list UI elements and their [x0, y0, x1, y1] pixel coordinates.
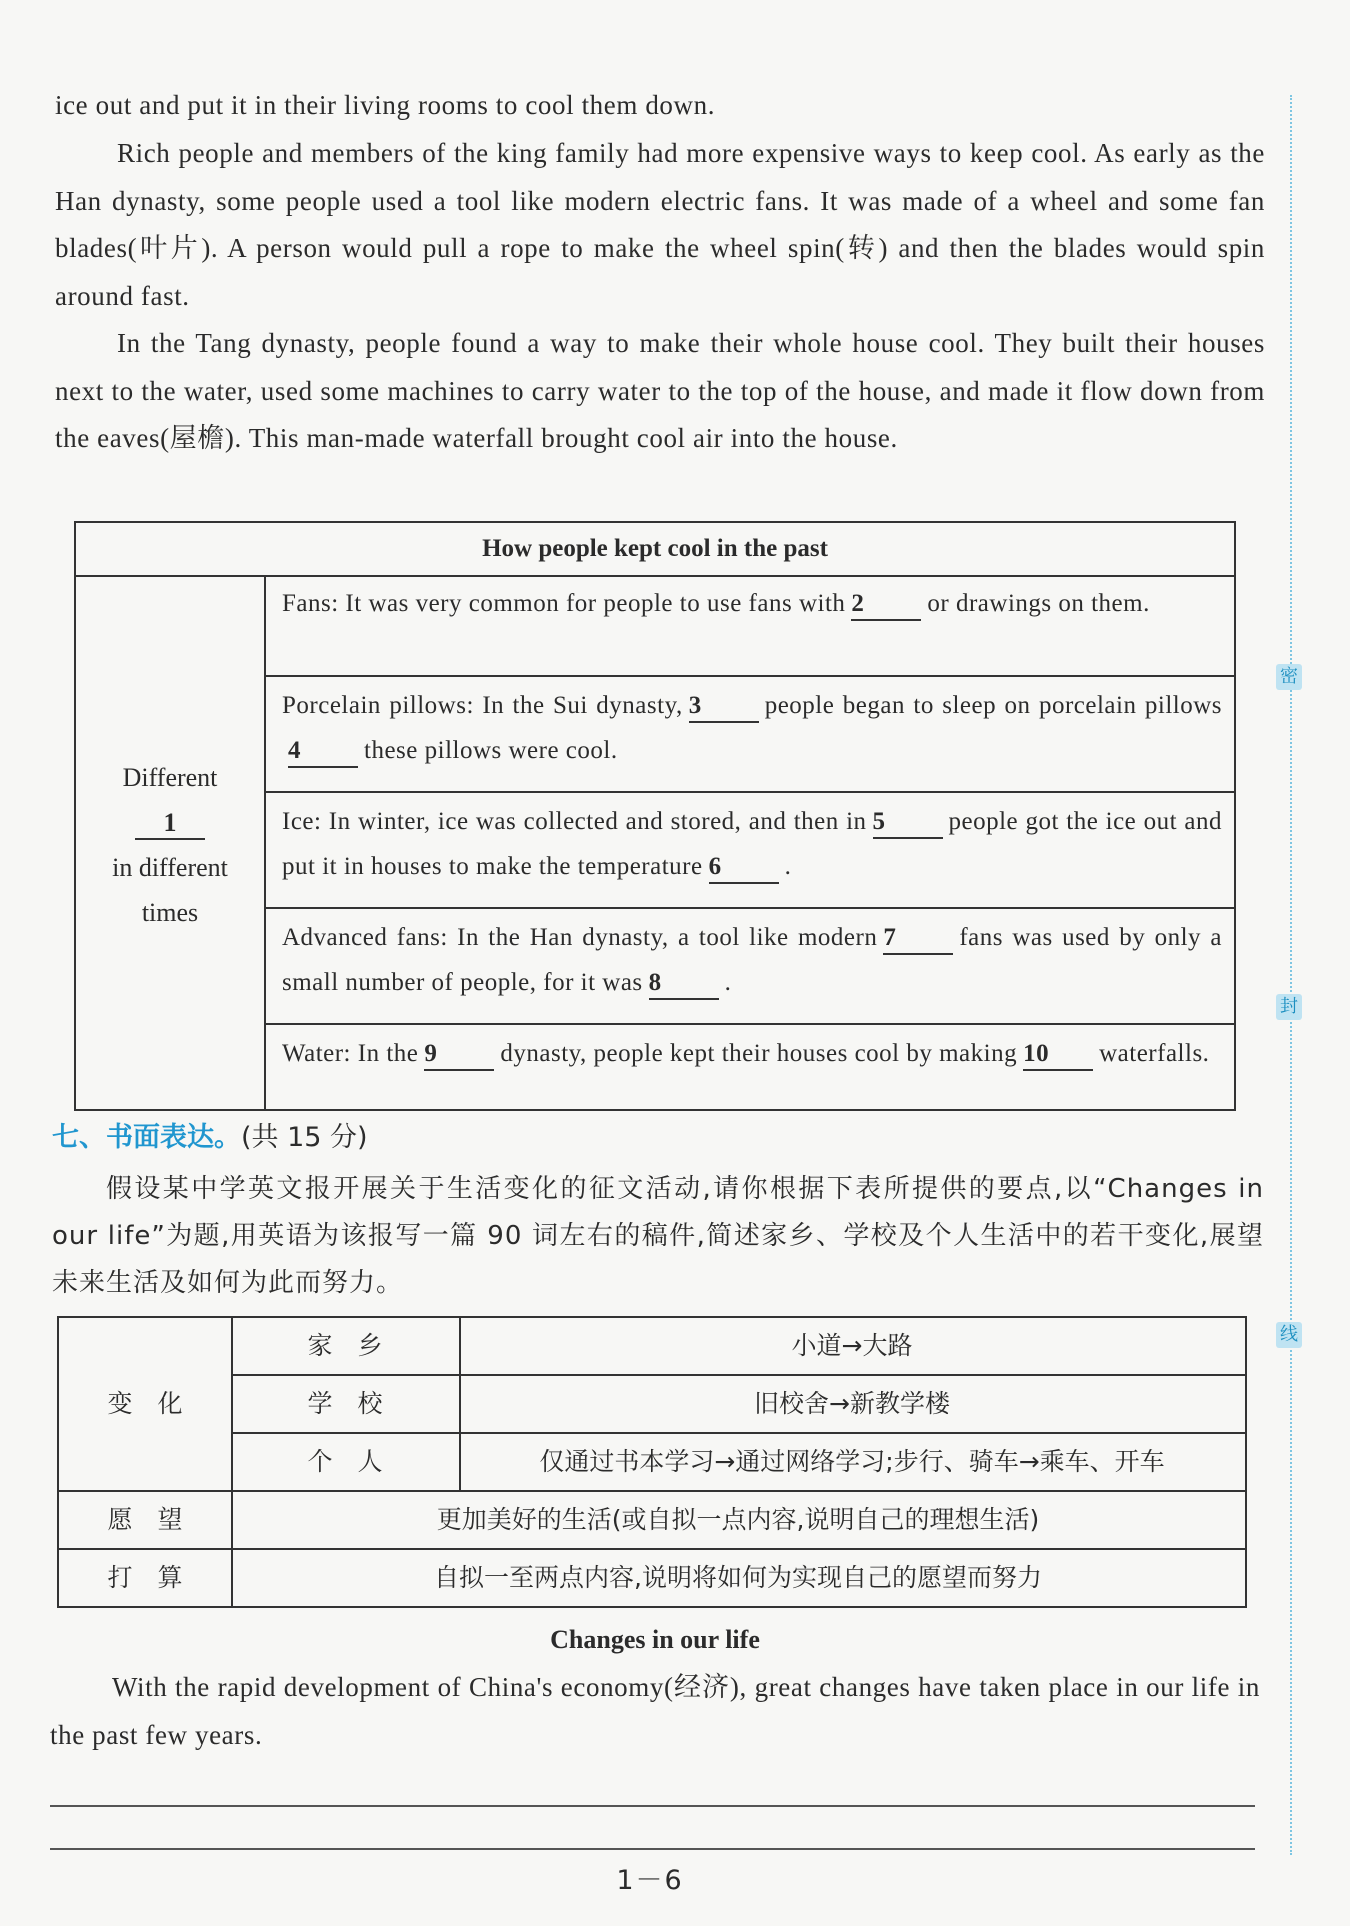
school-label: 学 校: [307, 1389, 383, 1418]
plan-label: 打 算: [107, 1563, 183, 1592]
cooling-summary-table: [74, 521, 1236, 1111]
hometown-label: 家 乡: [307, 1331, 383, 1360]
left-label-bottom: times: [141, 898, 199, 927]
passage-paragraph-fans: Rich people and members of the king family had more expensive ways to keep cool. As early as the Han dynasty, some people used a tool like modern electric fans. It was made of a wheel and some fan blades(叶片). A person would pull a rope to make the wheel spin(转) and then the blades would spin around fast.: [55, 138, 1265, 311]
blank-9[interactable]: 9: [424, 1039, 494, 1071]
table-row-ice: Ice: In winter, ice was collected and stored, and then in 5 people got the ice out and put it in houses to make the temperature 6 .: [266, 793, 1234, 909]
school-change: 旧校舍→新教学楼: [754, 1389, 950, 1418]
blank-2[interactable]: 2: [851, 589, 921, 621]
table-left-label: [76, 575, 266, 1109]
blank-10[interactable]: 10: [1023, 1039, 1093, 1071]
section-heading: [52, 1118, 368, 1158]
table-row-fans: Fans: It was very common for people to use fans with 2 or drawings on them.: [266, 575, 1234, 677]
personal-change: 仅通过书本学习→通过网络学习;步行、骑车→乘车、开车: [539, 1447, 1165, 1476]
margin-tag-secret: 密: [1276, 664, 1302, 690]
binding-dotted-line: [1290, 95, 1292, 1855]
section-score: (共 15 分): [241, 1122, 368, 1153]
margin-tag-line: 线: [1276, 1322, 1302, 1348]
table-row-advanced-fans: Advanced fans: In the Han dynasty, a tool like modern 7 fans was used by only a small number of people, for it was 8 .: [266, 909, 1234, 1025]
blank-1[interactable]: 1: [135, 808, 205, 840]
essay-opening: With the rapid development of China's economy(经济), great changes have taken place in our life in the past few years.: [50, 1672, 1260, 1750]
writing-line[interactable]: [50, 1805, 1255, 1807]
plan-content: 自拟一至两点内容,说明将如何为实现自己的愿望而努力: [434, 1563, 1042, 1592]
writing-line[interactable]: [50, 1848, 1255, 1850]
writing-outline-table: [57, 1316, 1247, 1608]
left-label-top: Different: [122, 763, 218, 792]
blank-7[interactable]: 7: [883, 923, 953, 955]
blank-3[interactable]: 3: [689, 691, 759, 723]
passage-line: ice out and put it in their living rooms to cool them down.: [55, 90, 716, 120]
blank-6[interactable]: 6: [709, 852, 779, 884]
page-number: 1－6: [616, 1865, 684, 1896]
hometown-change: 小道→大路: [791, 1331, 913, 1360]
blank-4[interactable]: 4: [288, 736, 358, 768]
wish-content: 更加美好的生活(或自拟一点内容,说明自己的理想生活): [436, 1505, 1040, 1534]
blank-5[interactable]: 5: [873, 807, 943, 839]
writing-instructions: 假设某中学英文报开展关于生活变化的征文活动,请你根据下表所提供的要点,以“Changes in our life”为题,用英语为该报写一篇 90 词左右的稿件,简述家乡、学校及个人生活中的若干变化,展望未来生活及如何为此而努力。: [52, 1174, 1264, 1298]
change-label: 变 化: [107, 1389, 183, 1418]
table-title: How people kept cool in the past: [76, 523, 1234, 577]
personal-label: 个 人: [307, 1447, 383, 1476]
table-row-water: Water: In the 9 dynasty, people kept their houses cool by making 10 waterfalls.: [266, 1025, 1234, 1109]
blank-8[interactable]: 8: [649, 968, 719, 1000]
table-row-pillows: Porcelain pillows: In the Sui dynasty, 3 people began to sleep on porcelain pillows4 these pillows were cool.: [266, 677, 1234, 793]
section-number: 七、书面表达。: [52, 1122, 241, 1153]
margin-tag-seal: 封: [1276, 994, 1302, 1020]
passage-paragraph-tang: In the Tang dynasty, people found a way to make their whole house cool. They built their houses next to the water, used some machines to carry water to the top of the house, and made it flow down from the eaves(屋檐). This man-made waterfall brought cool air into the house.: [55, 328, 1265, 453]
wish-label: 愿 望: [107, 1505, 183, 1534]
essay-title: Changes in our life: [550, 1625, 760, 1654]
left-label-mid: in different: [112, 853, 228, 882]
